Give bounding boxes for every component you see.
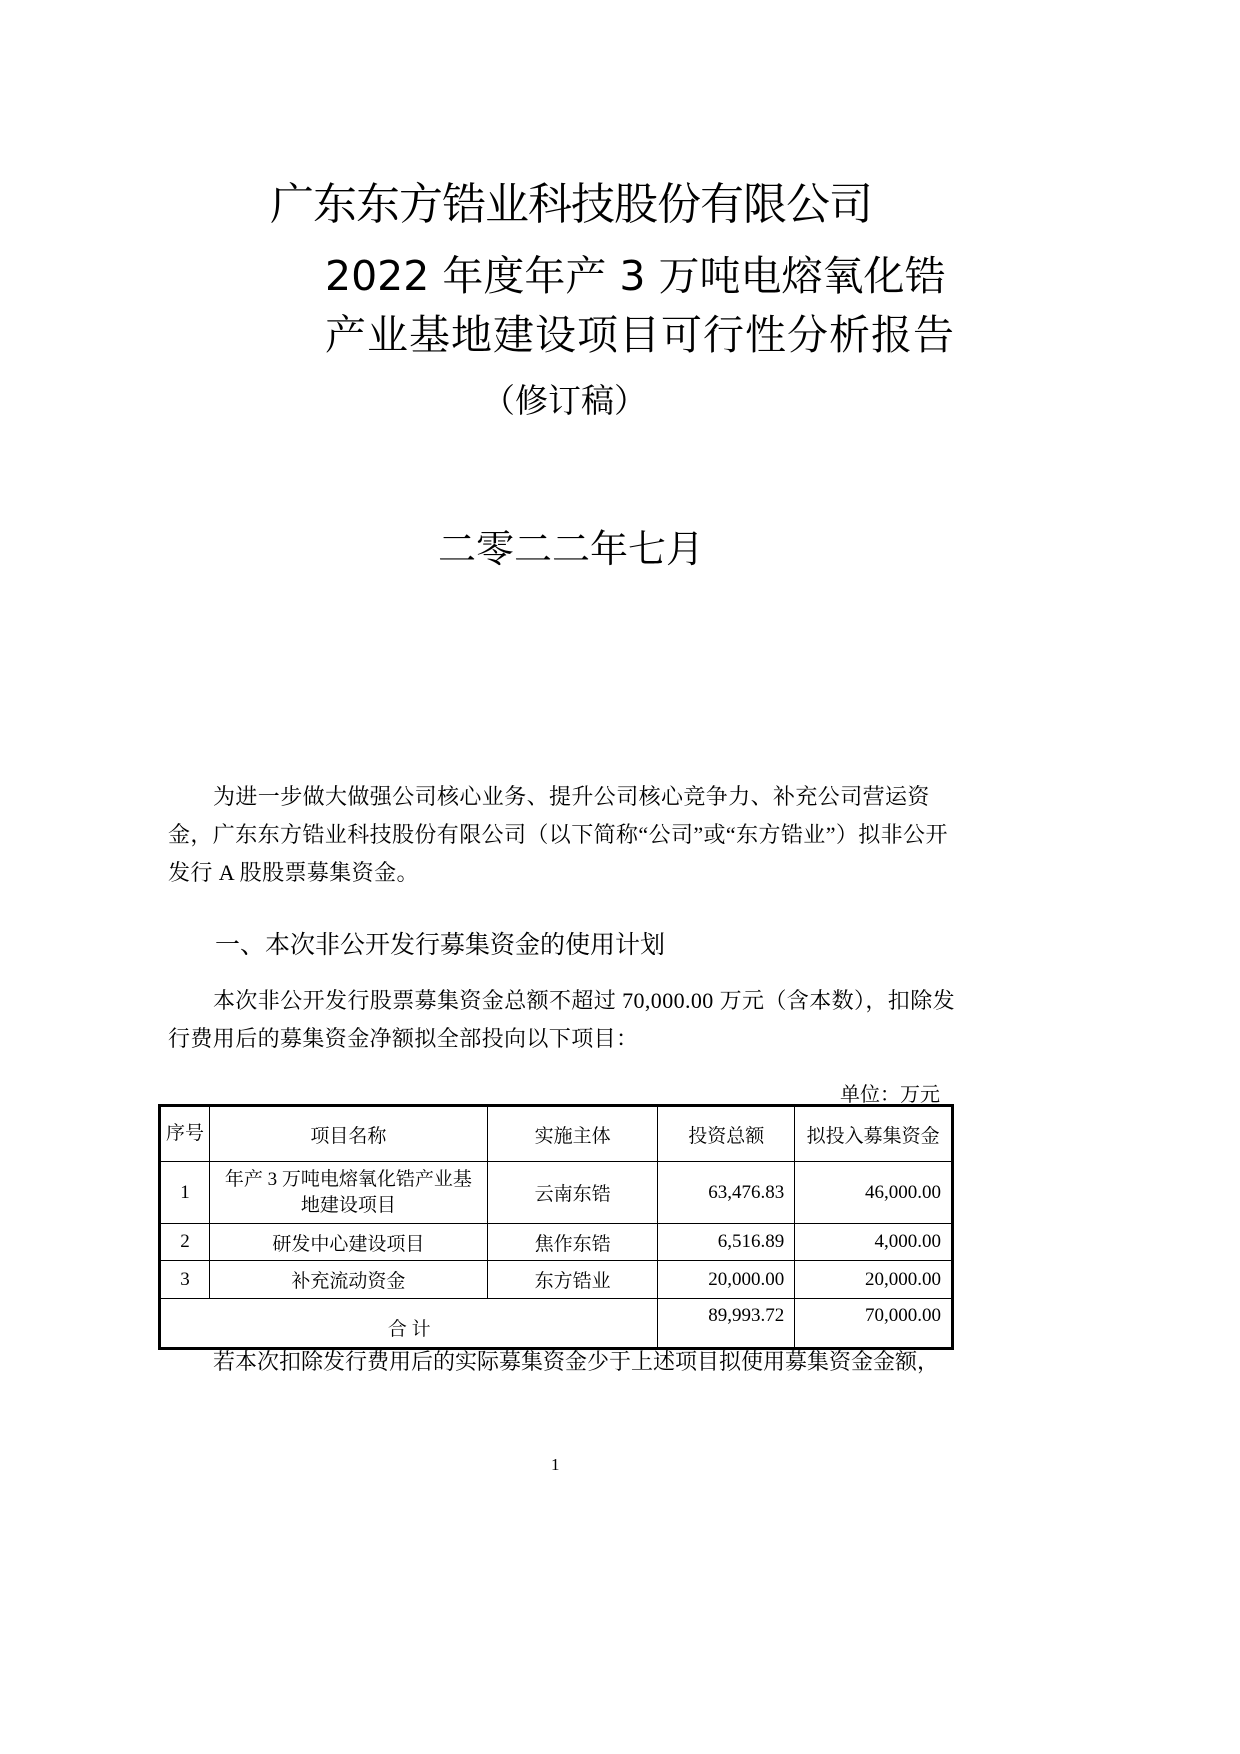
table-total-row [160,1299,953,1349]
intro-text: 为进一步做大做强公司核心业务、提升公司核心竞争力、补充公司营运资金，广东东方锆业科技股份有限公司（以下简称“公司”或“东方锆业”）拟非公开发行 A 股股票募集资金。 [168,784,948,885]
cell-seq: 3 [160,1261,210,1299]
unit-label: 单位：万元 [840,1082,940,1106]
cell-investment: 20,000.00 [658,1261,795,1299]
header-entity: 实施主体 [487,1106,657,1162]
projects-table [158,1104,954,1350]
header-seq: 序号 [160,1106,210,1162]
table-header-row [160,1106,953,1162]
cell-seq: 1 [160,1162,210,1224]
cell-entity: 云南东锆 [487,1162,657,1224]
total-raised: 70,000.00 [795,1299,953,1349]
doc-date: 二零二二年七月 [438,527,705,571]
cell-name: 年产 3 万吨电熔氧化锆产业基地建设项目 [209,1162,487,1224]
cell-entity: 东方锆业 [487,1261,657,1299]
page-number: 1 [551,1455,560,1474]
cell-raised: 4,000.00 [795,1224,953,1261]
section-text: 本次非公开发行股票募集资金总额不超过 70,000.00 万元（含本数），扣除发行费用后的募集资金净额拟全部投向以下项目： [168,988,956,1051]
cell-raised: 46,000.00 [795,1162,953,1224]
total-investment: 89,993.72 [658,1299,795,1349]
trailing-paragraph: 若本次扣除发行费用后的实际募集资金少于上述项目拟使用募集资金金额， [213,1350,940,1375]
table-row [160,1224,953,1261]
doc-title-revision: （修订稿） [482,381,647,420]
header-investment: 投资总额 [658,1106,795,1162]
cell-name: 补充流动资金 [209,1261,487,1299]
table-row [160,1162,953,1224]
table-row [160,1261,953,1299]
cell-raised: 20,000.00 [795,1261,953,1299]
doc-title-company: 广东东方锆业科技股份有限公司 [270,179,872,230]
cell-name: 研发中心建设项目 [209,1224,487,1261]
cell-investment: 6,516.89 [658,1224,795,1261]
cell-seq: 2 [160,1224,210,1261]
section-heading: 一、本次非公开发行募集资金的使用计划 [215,930,666,959]
doc-title-line3: 产业基地建设项目可行性分析报告 [325,311,955,359]
intro-paragraph [168,778,968,892]
header-raised: 拟投入募集资金 [795,1106,953,1162]
cell-investment: 63,476.83 [658,1162,795,1224]
cell-entity: 焦作东锆 [487,1224,657,1261]
doc-title-line2: 2022 年度年产 3 万吨电熔氧化锆 [325,252,946,300]
section-paragraph [168,982,968,1058]
header-name: 项目名称 [209,1106,487,1162]
total-label: 合 计 [160,1299,658,1349]
